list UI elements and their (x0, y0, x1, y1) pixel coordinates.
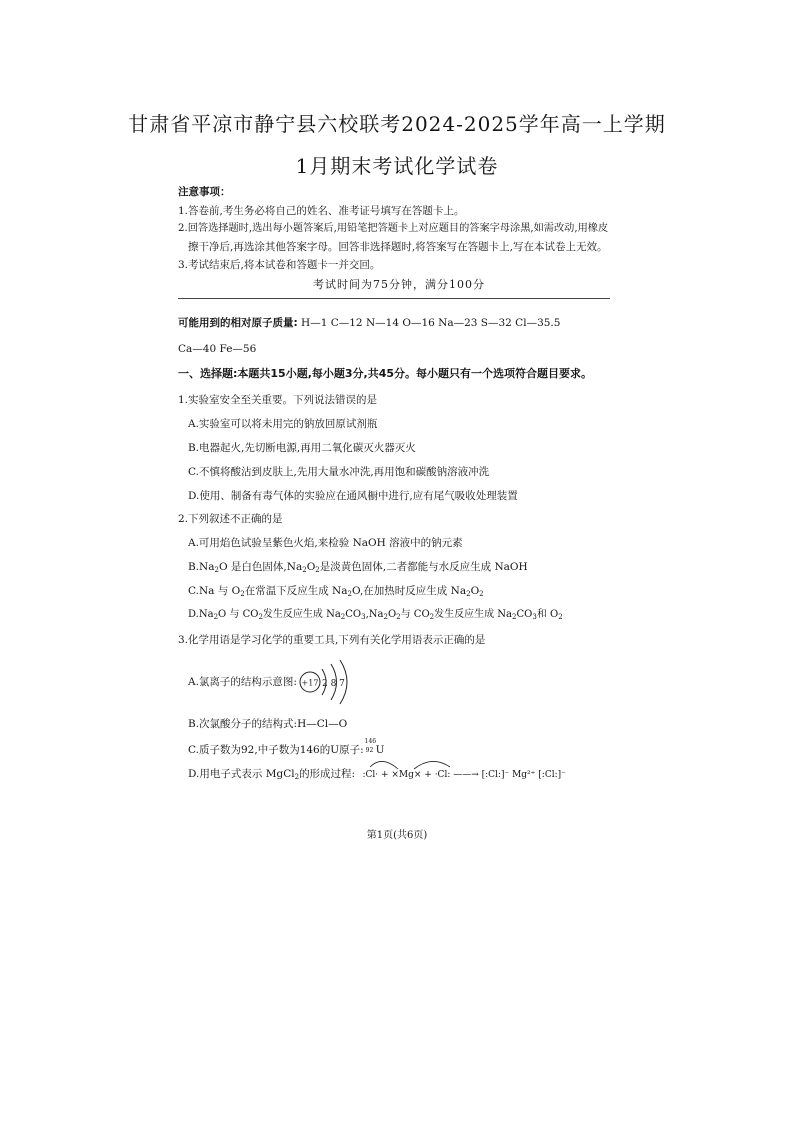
q2-stem: 2.下列叙述不正确的是 (178, 513, 283, 525)
shell-electron-counts: 2 8 7 (322, 679, 345, 689)
page-footer: 第1页(共6页) (366, 830, 428, 841)
q3-option-a (188, 677, 297, 688)
q3-option-c: C.质子数为92,中子数为146的U原子: 146 92 U (188, 738, 385, 756)
electron-formula: :Cl· + ×Mg× + ·Cl: ——→ [:Cl:]⁻ Mg²⁺ [:Cl:]⁻ (362, 770, 566, 780)
electron-transfer-arrows (368, 757, 488, 771)
q2-option-c: C.Na 与 $O_2$在常温下反应生成 $Na_2O$,在加热时反应生成 $Na_2O_2$ (188, 585, 484, 598)
transfer-arrow-left (370, 761, 398, 769)
transfer-arrow-right (414, 761, 450, 769)
q1-option-c: C.不慎将酸沾到皮肤上,先用大量水冲洗,再用饱和碳酸钠溶液冲洗 (188, 466, 490, 478)
q1-stem: 1.实验室安全至关重要。下列说法错误的是 (178, 394, 378, 406)
q1-option-b: B.电器起火,先切断电源,再用二氧化碳灭火器灭火 (188, 442, 416, 454)
q3-stem: 3.化学用语是学习化学的重要工具,下列有关化学用语表示正确的是 (178, 634, 486, 646)
chloride-structure-diagram (298, 657, 368, 707)
atomic-mass-line2: Ca—40 Fe—56 (178, 343, 257, 355)
section-1-heading: 一、选择题:本题共15小题,每小题3分,共45分。每小题只有一个选项符合题目要求。 (178, 367, 593, 380)
q2-option-d: $D.Na_2O$ 与 $CO_2$发生反应生成 $Na_2CO_3,Na_2O_2$与 $CO_2$发生反应生成 $Na_2CO_3$和 $O_2$ (188, 609, 563, 621)
q1-option-a: A.实验室可以将未用完的钠放回原试剂瓶 (188, 418, 378, 430)
q2-option-a: A.可用焰色试验呈紫色火焰,来检验 NaOH 溶液中的钠元素 (188, 537, 463, 549)
exam-time: 考试时间为75分钟，满分100分 (313, 278, 485, 291)
atomic-mass-label: 可能用到的相对原子质量: (178, 317, 298, 329)
q3-option-d: D.用电子式表示 MgCl$_2$的形成过程: :Cl· + ×Mg× + ·Cl: ——→ [:Cl:]⁻ Mg²⁺ [:Cl:]⁻ (188, 768, 566, 781)
exam-title-line1: 甘肃省平凉市静宁县六校联考2024-2025学年高一上学期 (128, 112, 666, 136)
atomic-mass-values: H—1 C—12 N—14 O—16 Na—23 S—32 Cl—35.5 (301, 317, 561, 329)
notice-item-1: 1.答卷前,考生务必将自己的姓名、准考证号填写在答题卡上。 (178, 205, 465, 217)
q2-option-b: $B.Na_2O$ 是白色固体$,Na_2O_2$是淡黄色固体,二者都能与水反应生成 NaOH (188, 561, 528, 574)
nuclide-notation: 146 92 (364, 738, 377, 754)
notice-item-2: 2.回答选择题时,选出每小题答案后,用铅笔把答题卡上对应题目的答案字母涂黑,如需改动,用橡皮 (178, 223, 609, 234)
q3-option-a-label: A.氯离子的结构示意图: (188, 676, 297, 688)
notice-heading: 注意事项： (178, 186, 231, 198)
nucleus-charge: +17 (301, 678, 319, 688)
divider (178, 298, 610, 299)
notice-item-2-cont: 擦干净后,再选涂其他答案字母。回答非选择题时,将答案写在答题卡上,写在本试卷上无效。 (188, 241, 608, 253)
exam-title-line2: 1月期末考试化学试卷 (295, 154, 499, 178)
q3-option-b: B.次氯酸分子的结构式:H—Cl—O (188, 718, 348, 730)
q1-option-d: D.使用、制备有毒气体的实验应在通风橱中进行,应有尾气吸收处理装置 (188, 490, 518, 502)
notice-item-3: 3.考试结束后,将本试卷和答题卡一并交回。 (178, 259, 381, 271)
atomic-mass-line1 (178, 318, 560, 329)
